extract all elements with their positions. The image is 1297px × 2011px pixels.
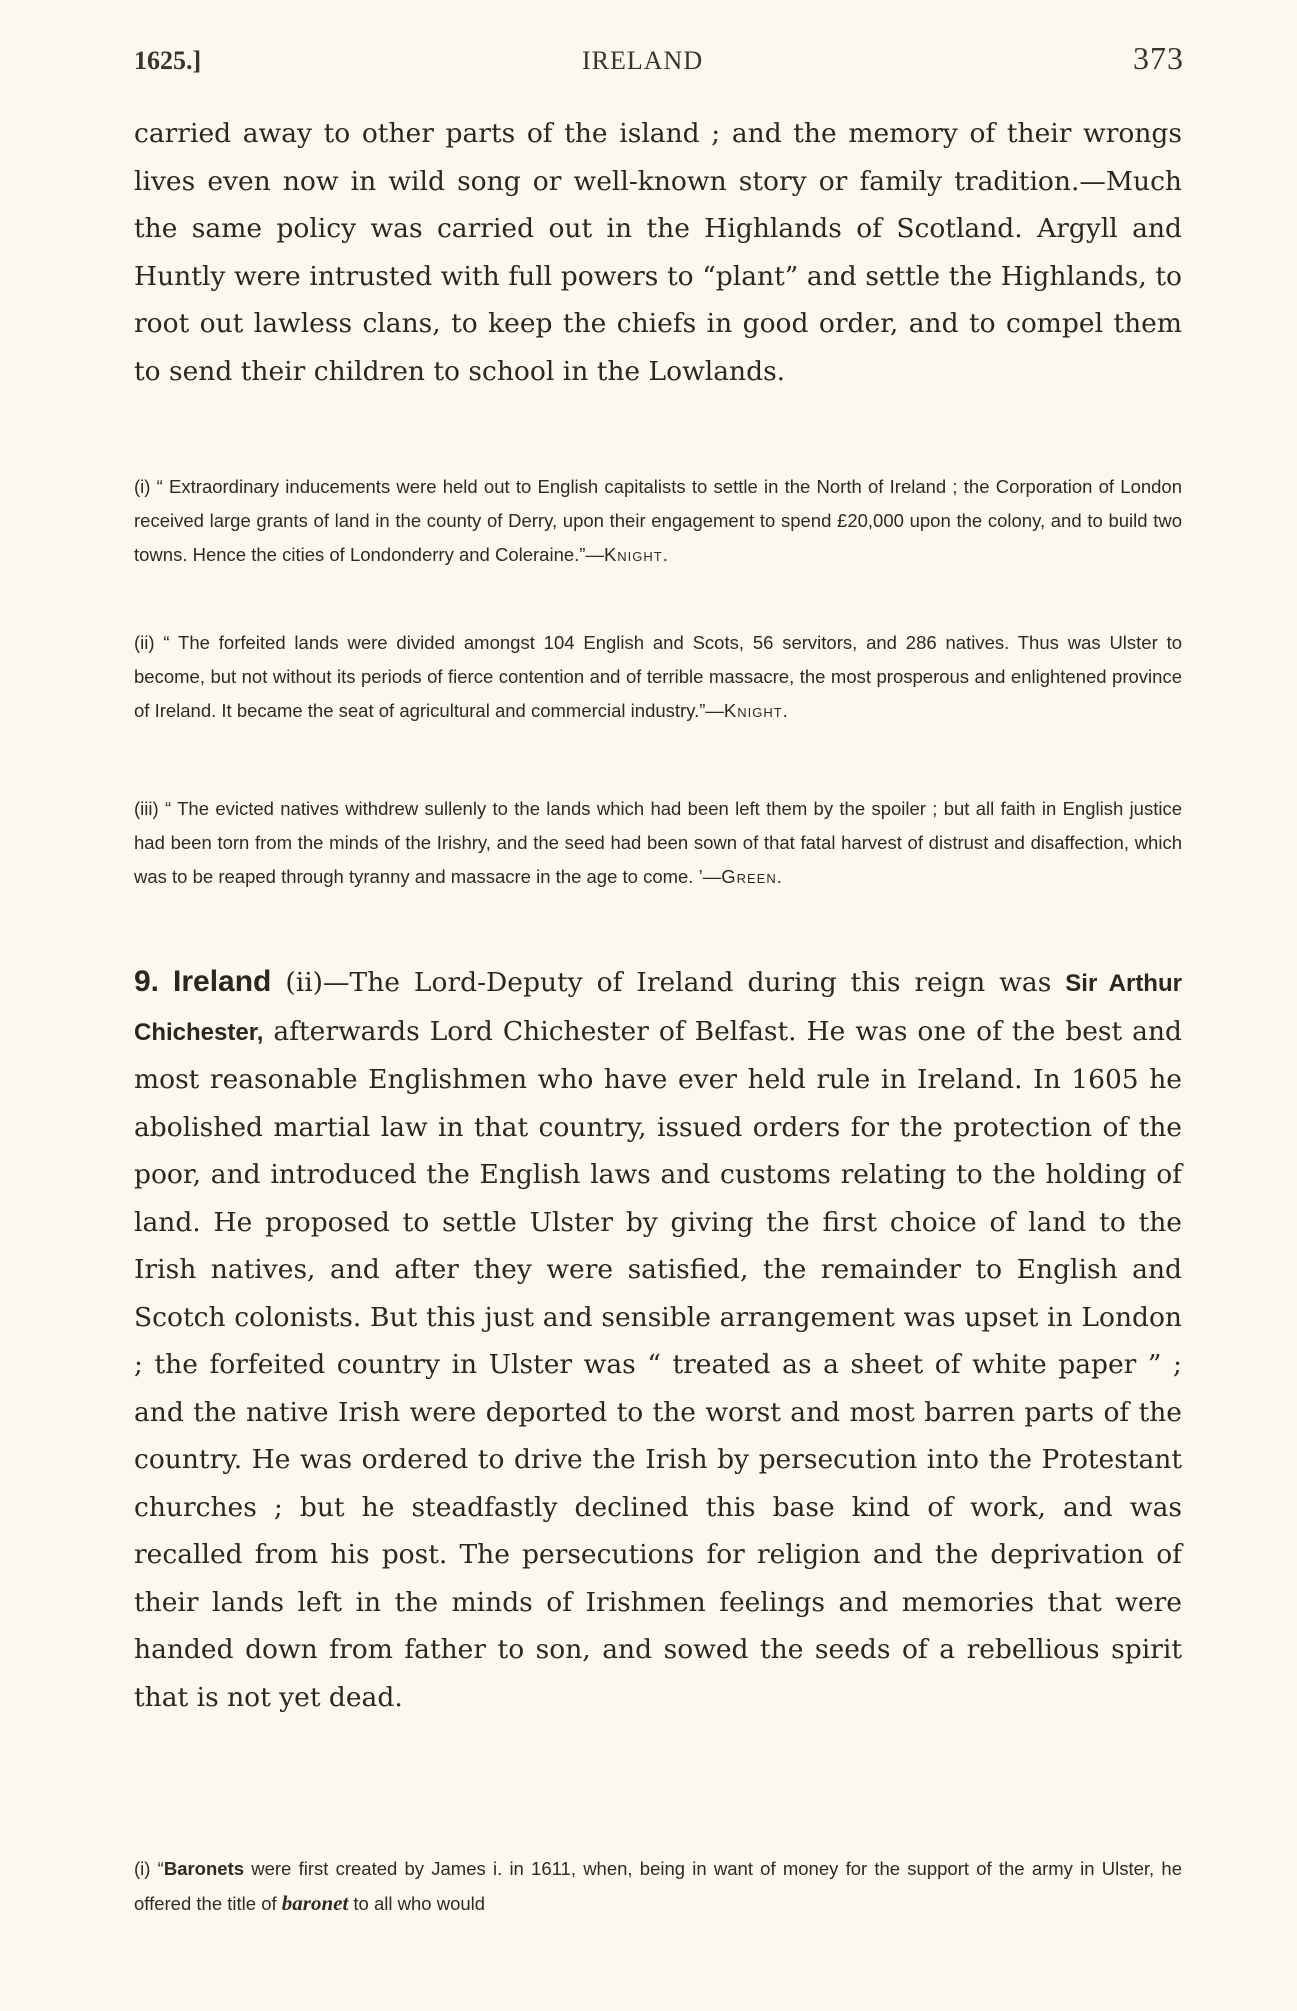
person-name: Sir Arthur Chichester, [134, 970, 1182, 1046]
footnote-text: were first created by James i. in 1611, when, being in want of money for the support of the army in Ulster, he offered the title of [134, 1858, 1182, 1914]
footnote-text: “ The evicted natives withdrew sullenly to the lands which had been left them by the spoiler ; but all faith in English justice had been torn from the minds of the Irishry, and the seed had been sown of that fatal harvest of distrust and disaffection, which was to be reaped through tyranny and massacre in the age to come. ’— [134, 798, 1183, 887]
footnote-number: (i) [134, 1858, 151, 1879]
paragraph-continued: carried away to other parts of the island ; and the memory of their wrongs lives even now in wild song or well-known story or family tradition.—Much the same policy was carried out in the Highlands of Scotland. Argyll and Huntly were intrusted with full powers to “plant” and settle the Highlands, to root out lawless clans, to keep the chiefs in good order, and to compel them to send their children to school in the Lowlands. [134, 118, 1182, 387]
footnote-text: “ The forfeited lands were divided amongst 104 English and Scots, 56 servitors, and 286 natives. Thus was Ulster to become, but not without its periods of fierce contention and of terrible massacre, the most prosperous and enlightened province of Ireland. It became the seat of agricultural and commercial industry.”— [134, 632, 1183, 721]
section-body: afterwards Lord Chichester of Belfast. He was one of the best and most reasonable Englishmen who have ever held rule in Ireland. In 1605 he abolished martial law in that country, issued orders for the protection of the poor, and introduced the English laws and customs relating to the holding of land. He proposed to settle Ulster by giving the first choice of land to the Irish natives, and after they were satisfied, the remainder to English and Scotch colonists. But this just and sensible arrangement was upset in London ; the forfeited country in Ulster was “ treated as a sheet of white paper ” ; and the native Irish were deported to the worst and most barren parts of the country. He was ordered to drive the Irish by persecution into the Protestant churches ; but he steadfastly declined this base kind of work, and was recalled from his post. The persecutions for religion and the deprivation of their lands left in the minds of Irishmen feelings and memories that were handed down from father to son, and sowed the seeds of a rebellious spirit that is not yet dead. [134, 1015, 1182, 1713]
footnote-number: (i) [134, 476, 151, 497]
open-quote: “ [157, 1858, 164, 1879]
header-year: 1625.] [134, 46, 202, 75]
footnote-number: (ii) [134, 632, 155, 653]
section-lead: —The Lord-Deputy of Ireland during this reign was [323, 967, 1052, 998]
header-title: IRELAND [582, 46, 704, 75]
footnote-italic-word: baronet [281, 1891, 349, 1915]
section-heading: Ireland [173, 965, 272, 998]
footnote-text: “ Extraordinary inducements were held out to English capitalists to settle in the North of Ireland ; the Corporation of London received large grants of land in the county of Derry, upon their engagement to spend £20,000 upon the colony, and to build two towns. Hence the cities of Londonderry and Coleraine.”— [134, 476, 1183, 565]
footnote-1 [134, 470, 1182, 572]
footnote-2 [134, 626, 1182, 728]
running-header [134, 40, 1184, 84]
page-number: 373 [1133, 40, 1184, 76]
section-9-paragraph [134, 958, 1182, 1721]
footnote-baronets [134, 1852, 1182, 1921]
footnote-source: Knight. [723, 700, 789, 721]
footnote-number: (iii) [134, 798, 159, 819]
footnote-3 [134, 792, 1182, 894]
section-ref: (ii) [285, 967, 324, 998]
footnote-tail: to all who would [353, 1893, 486, 1914]
footnote-source: Knight. [603, 544, 669, 565]
footnote-bold-word: Baronets [163, 1858, 245, 1879]
section-number: 9. [134, 965, 160, 998]
footnote-source: Green. [721, 866, 783, 887]
